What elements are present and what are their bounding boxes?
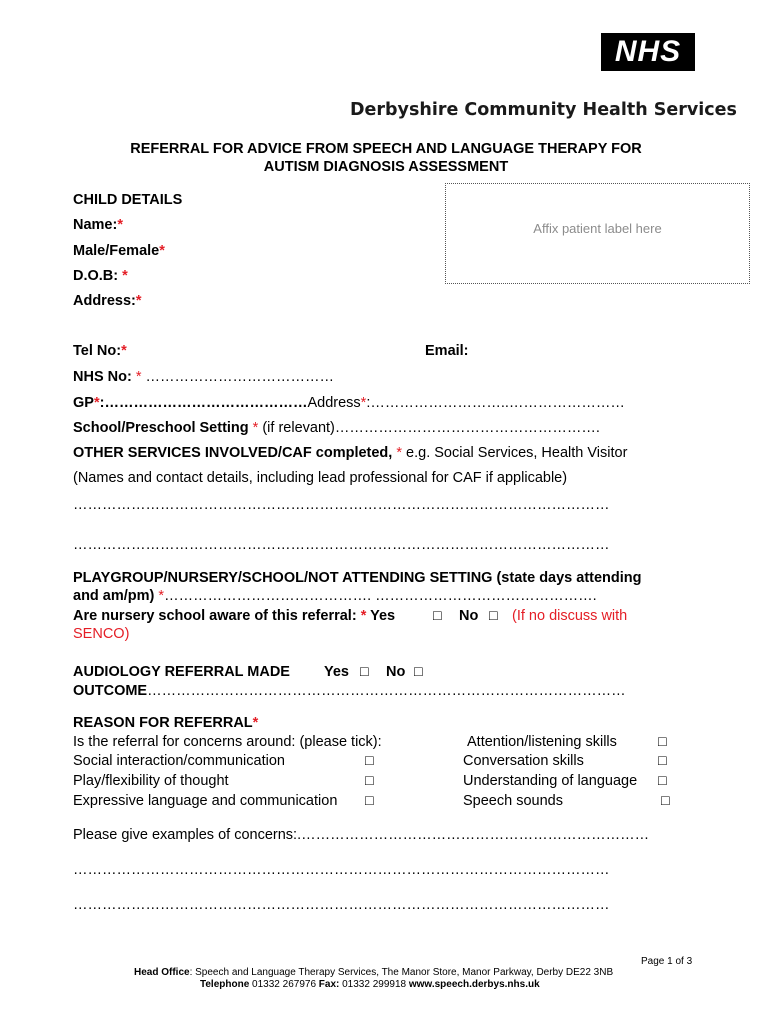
required-asterisk: * xyxy=(158,588,165,604)
form-title-line-2: AUTISM DIAGNOSIS ASSESSMENT xyxy=(263,159,509,175)
patient-label-box xyxy=(445,183,750,284)
other-services-example: e.g. Social Services, Health Visitor xyxy=(402,445,628,461)
option-play-flexibility-label: Play/flexibility of thought xyxy=(73,773,229,789)
nursery-aware-label: Are nursery school aware of this referral: xyxy=(73,608,361,624)
examples-dots: .……………………………………………………………… xyxy=(297,827,650,843)
head-office-line xyxy=(134,967,613,978)
playgroup-days-field[interactable] xyxy=(73,588,597,604)
child-details-heading: CHILD DETAILS xyxy=(73,192,183,208)
reason-heading-label: REASON FOR REFERRAL xyxy=(73,715,253,731)
other-services-note: (Names and contact details, including lead professional for CAF if applicable) xyxy=(73,470,568,486)
nursery-aware-yes-checkbox[interactable]: □ xyxy=(433,608,442,624)
option-social-interaction-label: Social interaction/communication xyxy=(73,753,285,769)
school-field[interactable] xyxy=(73,420,600,436)
audiology-no-checkbox[interactable]: □ xyxy=(414,664,423,680)
required-asterisk: * xyxy=(135,293,142,309)
nhs-number-label: NHS No: xyxy=(73,369,136,385)
page-number: Page 1 of 3 xyxy=(641,956,693,967)
head-office-address: : Speech and Language Therapy Services, The Manor Store, Manor Parkway, Derby DE22 3NB xyxy=(189,967,614,978)
dob-label: D.O.B: xyxy=(73,268,123,284)
nhs-logo: NHS xyxy=(601,33,695,71)
form-title-line-1: REFERRAL FOR ADVICE FROM SPEECH AND LANGUAGE THERAPY FOR xyxy=(130,141,642,157)
patient-label-placeholder: Affix patient label here xyxy=(533,221,662,236)
dob-field[interactable] xyxy=(73,268,128,284)
required-asterisk: * xyxy=(360,395,367,411)
option-understanding-checkbox[interactable]: □ xyxy=(658,773,667,789)
gp-address-dots: :………………………..…………………… xyxy=(366,395,625,411)
nursery-aware-no-checkbox[interactable]: □ xyxy=(489,608,498,624)
reason-heading xyxy=(73,715,258,731)
nhs-number-dots: ………………………………… xyxy=(141,369,335,385)
gp-dots: :…………………………………… xyxy=(99,395,308,411)
sex-label: Male/Female xyxy=(73,243,160,259)
option-understanding-label: Understanding of language xyxy=(463,773,638,789)
email-field[interactable] xyxy=(425,343,469,359)
required-asterisk: * xyxy=(360,608,367,624)
reason-question: Is the referral for concerns around: (please tick): xyxy=(73,734,382,750)
organisation-name: Derbyshire Community Health Services xyxy=(350,100,737,120)
required-asterisk: * xyxy=(252,420,259,436)
outcome-dots: ……………………………………………………………………………………… xyxy=(147,683,626,699)
option-expressive-language-checkbox[interactable]: □ xyxy=(365,793,374,809)
other-services-label: OTHER SERVICES INVOLVED/CAF completed, xyxy=(73,445,397,461)
nursery-aware-no-label: No xyxy=(459,608,479,624)
nhs-number-field[interactable] xyxy=(73,369,334,385)
name-label: Name: xyxy=(73,217,118,233)
playgroup-days-dots: ……………………………………. ………………………………………. xyxy=(164,588,597,604)
option-attention-label: Attention/listening skills xyxy=(467,734,617,750)
option-conversation-checkbox[interactable]: □ xyxy=(658,753,667,769)
examples-line-1[interactable]: ………………………………………………………………………………………………… xyxy=(73,862,610,878)
audiology-yes-checkbox[interactable]: □ xyxy=(360,664,369,680)
outcome-field[interactable] xyxy=(73,683,626,699)
required-asterisk: * xyxy=(93,395,100,411)
nursery-aware-question xyxy=(73,608,395,624)
option-conversation-label: Conversation skills xyxy=(463,753,584,769)
school-label: School/Preschool Setting xyxy=(73,420,253,436)
playgroup-label: PLAYGROUP/NURSERY/SCHOOL/NOT ATTENDING SETTING (state days attending xyxy=(73,570,642,586)
telephone-label: Telephone xyxy=(200,979,250,990)
address-field[interactable] xyxy=(73,293,142,309)
other-services-line-1[interactable]: ………………………………………………………………………………………………… xyxy=(73,497,610,513)
option-expressive-language-label: Expressive language and communication xyxy=(73,793,338,809)
head-office-label: Head Office xyxy=(134,967,190,978)
tel-label: Tel No: xyxy=(73,343,122,359)
senco-note-line-1: (If no discuss with xyxy=(512,608,628,624)
website-link[interactable]: www.speech.derbys.nhs.uk xyxy=(408,979,540,990)
playgroup-days-label: and am/pm) xyxy=(73,588,159,604)
required-asterisk: * xyxy=(135,369,142,385)
fax-number: 01332 299918 xyxy=(339,979,409,990)
senco-note-line-2: SENCO) xyxy=(73,626,130,642)
tel-field[interactable] xyxy=(73,343,127,359)
outcome-label: OUTCOME xyxy=(73,683,148,699)
option-speech-sounds-label: Speech sounds xyxy=(463,793,563,809)
required-asterisk: * xyxy=(121,343,127,359)
fax-label: Fax: xyxy=(318,979,340,990)
gp-address-label: Address xyxy=(307,395,361,411)
option-speech-sounds-checkbox[interactable]: □ xyxy=(661,793,670,809)
school-dots: (if relevant)………………………………………………. xyxy=(258,420,600,436)
gp-label: GP xyxy=(73,395,94,411)
audiology-yes-label: Yes xyxy=(324,664,349,680)
required-asterisk: * xyxy=(122,268,128,284)
examples-label: Please give examples of concerns: xyxy=(73,827,298,843)
name-field[interactable] xyxy=(73,217,123,233)
option-social-interaction-checkbox[interactable]: □ xyxy=(365,753,374,769)
option-attention-checkbox[interactable]: □ xyxy=(658,734,667,750)
email-label: Email: xyxy=(425,343,469,359)
sex-field[interactable] xyxy=(73,243,165,259)
address-label: Address: xyxy=(73,293,136,309)
option-play-flexibility-checkbox[interactable]: □ xyxy=(365,773,374,789)
contact-line xyxy=(200,979,540,990)
telephone-number: 01332 267976 xyxy=(249,979,319,990)
required-asterisk: * xyxy=(159,243,165,259)
gp-field[interactable] xyxy=(73,395,625,411)
nursery-aware-yes-label: Yes xyxy=(366,608,396,624)
other-services-line-2[interactable]: ………………………………………………………………………………………………… xyxy=(73,537,610,553)
audiology-label: AUDIOLOGY REFERRAL MADE xyxy=(73,664,290,680)
required-asterisk: * xyxy=(117,217,123,233)
required-asterisk: * xyxy=(396,445,403,461)
required-asterisk: * xyxy=(252,715,259,731)
other-services-field[interactable] xyxy=(73,445,627,461)
examples-line-2[interactable]: ………………………………………………………………………………………………… xyxy=(73,897,610,913)
audiology-no-label: No xyxy=(386,664,406,680)
examples-field[interactable] xyxy=(73,827,649,843)
